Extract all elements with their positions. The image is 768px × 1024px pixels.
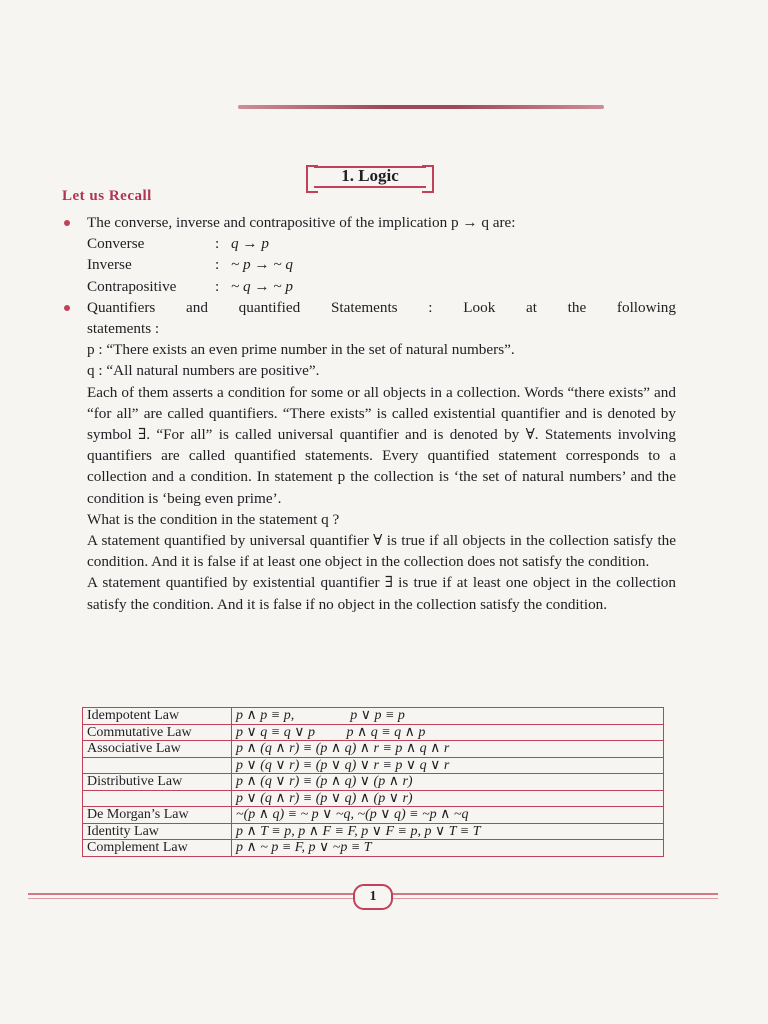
laws-table <box>82 707 664 857</box>
laws-table-body <box>83 708 664 857</box>
inverse-colon: : <box>215 256 220 274</box>
law-expression: p ∨ (q ∧ r) ≡ (p ∨ q) ∧ (p ∨ r) <box>232 790 664 807</box>
bullet-dot-icon <box>64 220 70 226</box>
q-statement: q : “All natural numbers are positive”. <box>87 362 320 380</box>
page-body <box>62 212 676 615</box>
law-name <box>83 757 232 774</box>
bullet-implication <box>62 212 676 233</box>
table-row <box>83 741 664 758</box>
quantifiers-line1: Quantifiers and quantified Statements : Look at the following <box>87 298 676 316</box>
bullet-quantifiers <box>62 297 676 339</box>
law-name: Idempotent Law <box>83 708 232 725</box>
table-row <box>83 790 664 807</box>
law-name <box>83 790 232 807</box>
table-row <box>83 807 664 824</box>
law-name: Complement Law <box>83 840 232 857</box>
law-expression: p ∨ (q ∨ r) ≡ (p ∨ q) ∨ r ≡ p ∨ q ∨ r <box>232 757 664 774</box>
top-decorative-rule <box>238 105 604 109</box>
existential-paragraph: A statement quantified by existential quantifier ∃ is true if at least one object in the collection satisfy the condition. And it is false if no object in the collection satisfy the condition. <box>87 574 676 613</box>
law-name: Associative Law <box>83 741 232 758</box>
section-heading: Let us Recall <box>62 188 152 204</box>
law-name: Commutative Law <box>83 724 232 741</box>
contrapositive-value: ~ q → ~ p <box>231 277 293 295</box>
bullet-dot-icon <box>64 305 70 311</box>
law-expression: p ∧ (q ∨ r) ≡ (p ∧ q) ∨ (p ∧ r) <box>232 774 664 791</box>
law-name: De Morgan’s Law <box>83 807 232 824</box>
law-expression: ~(p ∧ q) ≡ ~ p ∨ ~q, ~(p ∨ q) ≡ ~p ∧ ~q <box>232 807 664 824</box>
chapter-title-box <box>306 162 434 192</box>
condition-question: What is the condition in the statement q ? <box>87 510 340 528</box>
contrapositive-row <box>62 276 676 297</box>
converse-label: Converse <box>87 235 145 253</box>
implication-sentence: The converse, inverse and contrapositive of the implication p → q are: <box>87 214 516 231</box>
page-number: 1 <box>353 884 393 910</box>
quantifiers-line2: statements : <box>87 320 160 338</box>
table-row <box>83 823 664 840</box>
contrapositive-label: Contrapositive <box>87 277 177 295</box>
law-expression: p ∧ (q ∧ r) ≡ (p ∧ q) ∧ r ≡ p ∧ q ∧ r <box>232 741 664 758</box>
universal-paragraph: A statement quantified by universal quantifier ∀ is true if all objects in the collection satisfy the condition. And it is false if at least one object in the collection does not satisfy the condition. <box>87 532 676 571</box>
converse-colon: : <box>215 235 220 253</box>
p-statement: p : “There exists an even prime number in the set of natural numbers”. <box>87 341 515 359</box>
inverse-label: Inverse <box>87 256 132 274</box>
table-row <box>83 724 664 741</box>
inverse-value: ~ p → ~ q <box>231 256 293 274</box>
quantifiers-paragraph: Each of them asserts a condition for some or all objects in a collection. Words “there exists” and “for all” are called quantifiers. “There exists” is called existential quantifier and is denoted by symbol ∃. “For all” is called universal quantifier and is denoted by ∀. Statements involving quantifiers are called quantified statements. Every quantified statement corresponds to a collection and a condition. In statement p the collection is ‘the set of natural numbers’ and the condition is ‘being even prime’. <box>87 383 676 507</box>
converse-row <box>62 233 676 254</box>
law-expression: p ∨ q ≡ q ∨ p p ∧ q ≡ q ∧ p <box>232 724 664 741</box>
converse-value: q → p <box>231 235 269 253</box>
contrapositive-colon: : <box>215 277 220 295</box>
law-expression: p ∧ T ≡ p, p ∧ F ≡ F, p ∨ F ≡ p, p ∨ T ≡ T <box>232 823 664 840</box>
inverse-row <box>62 254 676 275</box>
table-row <box>83 708 664 725</box>
law-expression: p ∧ p ≡ p, p ∨ p ≡ p <box>232 708 664 725</box>
chapter-title: 1. Logic <box>341 166 399 185</box>
law-name: Identity Law <box>83 823 232 840</box>
law-name: Distributive Law <box>83 774 232 791</box>
table-row <box>83 757 664 774</box>
law-expression: p ∧ ~ p ≡ F, p ∨ ~p ≡ T <box>232 840 664 857</box>
table-row <box>83 840 664 857</box>
table-row <box>83 774 664 791</box>
